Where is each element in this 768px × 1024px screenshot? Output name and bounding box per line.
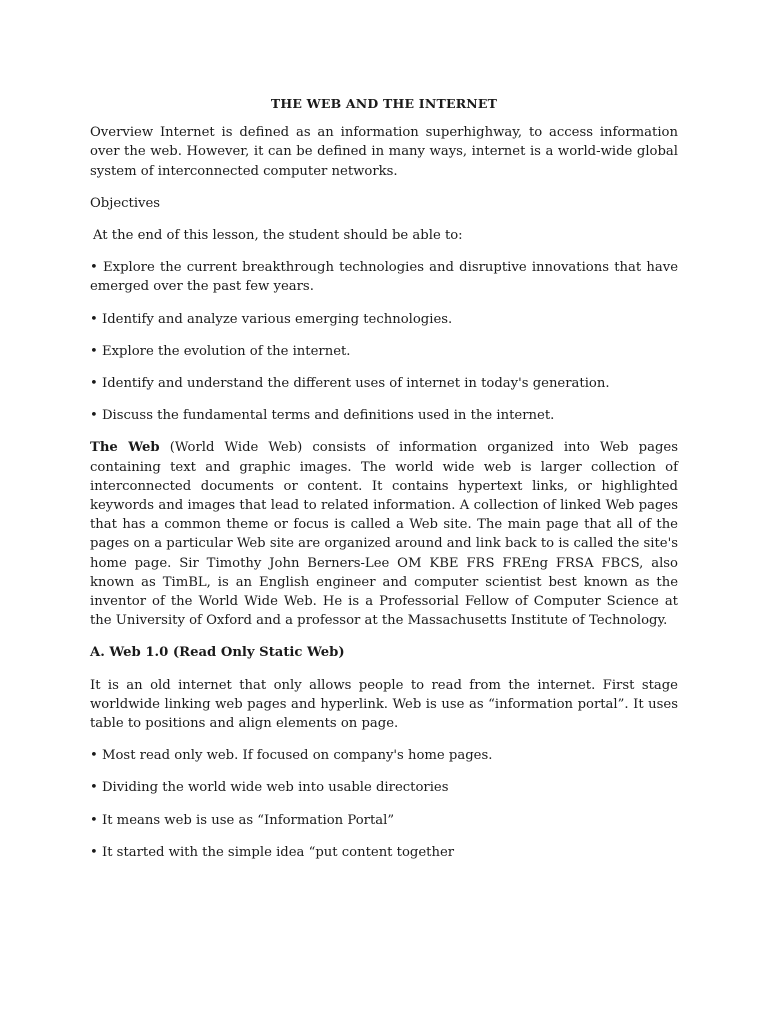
web-body: (World Wide Web) consists of information organized into Web pages containing text and graphic images. The world wide web is larger collection of interconnected documents or content. It contains hypertext links, or highlighted keywords and images that lead to related information. A collection of linked Web pages that has a common theme or focus is called a Web site. The main page that all of the pages on a particular Web site are organized around and link back to is called the site's home page. Sir Timothy John Berners-Lee OM KBE FRS FREng FRSA FBCS, also known as TimBL, is an English engineer and computer scientist best known as the inventor of the World Wide Web. He is a Professorial Fellow of Computer Science at the University of Oxford and a professor at the Massachusetts Institute of Technology.	[90, 440, 678, 629]
objectives-heading: Objectives	[90, 195, 161, 211]
web10-item: • Dividing the world wide web into usable directories	[90, 778, 678, 797]
document-title: THE WEB AND THE INTERNET	[270, 96, 498, 111]
objective-item: • Identify and analyze various emerging technologies.	[90, 310, 678, 329]
web10-item: • It started with the simple idea “put content together	[90, 843, 678, 862]
web10-item: • It means web is use as “Information Portal”	[90, 811, 678, 830]
objective-item: • Identify and understand the different uses of internet in today's generation.	[90, 374, 678, 393]
web10-item: • Most read only web. If focused on company's home pages.	[90, 746, 678, 765]
document-page	[90, 94, 678, 875]
web-term: The Web	[90, 440, 160, 456]
web10-paragraph: It is an old internet that only allows people to read from the internet. First stage worldwide linking web pages and hyperlink. Web is use as “information portal”. It uses table to positions and align elements on page.	[90, 677, 678, 732]
objectives-intro: At the end of this lesson, the student should be able to:	[93, 228, 463, 244]
objective-item: • Explore the current breakthrough technologies and disruptive innovations that have emerged over the past few years.	[90, 258, 678, 296]
overview-paragraph: Overview Internet is defined as an information superhighway, to access information over the web. However, it can be defined in many ways, internet is a world-wide global system of interconnected computer networks.	[90, 125, 678, 179]
objective-item: • Explore the evolution of the internet.	[90, 342, 678, 361]
web-paragraph	[90, 438, 678, 630]
web10-heading: A. Web 1.0 (Read Only Static Web)	[90, 645, 345, 661]
objective-item: • Discuss the fundamental terms and definitions used in the internet.	[90, 406, 678, 425]
